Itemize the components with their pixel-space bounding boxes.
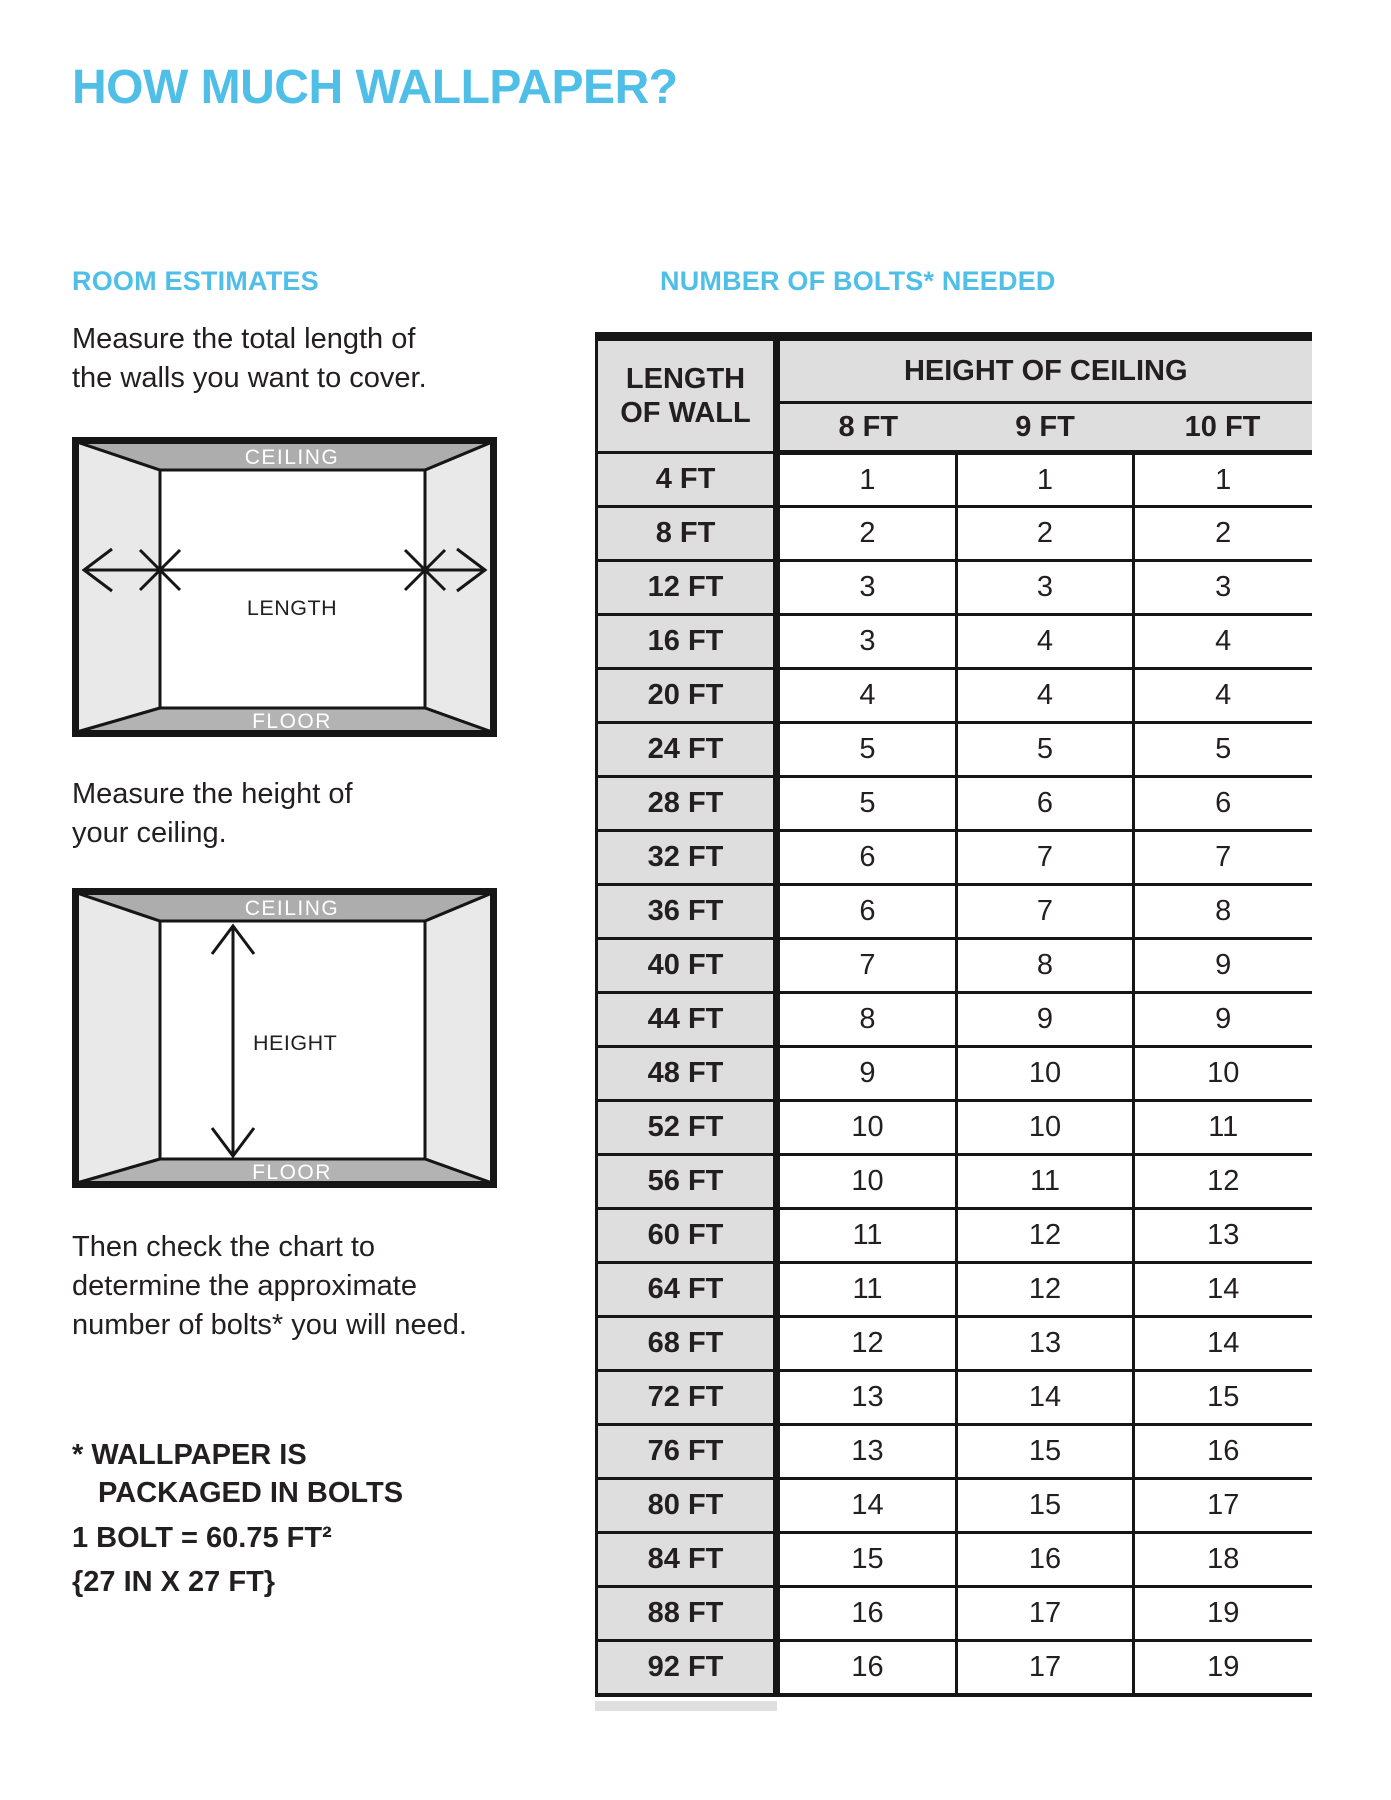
- bolt-count-cell: 7: [957, 831, 1134, 885]
- table-row: [597, 777, 1312, 831]
- bolt-count-cell: 3: [777, 615, 957, 669]
- wall-length-label: 56 FT: [597, 1155, 777, 1209]
- bolt-count-cell: 19: [1134, 1587, 1312, 1641]
- bolt-count-cell: 10: [957, 1101, 1134, 1155]
- wall-length-label: 88 FT: [597, 1587, 777, 1641]
- bolts-table: [595, 332, 1312, 1697]
- bolt-count-cell: 12: [957, 1263, 1134, 1317]
- table-row: [597, 939, 1312, 993]
- bolt-count-cell: 9: [1134, 993, 1312, 1047]
- table-row: [597, 1317, 1312, 1371]
- bolt-count-cell: 12: [1134, 1155, 1312, 1209]
- wall-length-label: 32 FT: [597, 831, 777, 885]
- wall-length-label: 24 FT: [597, 723, 777, 777]
- table-row: [597, 1209, 1312, 1263]
- bolt-count-cell: 10: [1134, 1047, 1312, 1101]
- step3-line1: Then check the chart to: [72, 1231, 376, 1263]
- wall-length-label: 52 FT: [597, 1101, 777, 1155]
- wall-length-label: 68 FT: [597, 1317, 777, 1371]
- step3-text: [72, 1228, 467, 1345]
- floor-label: FLOOR: [252, 710, 332, 733]
- wall-length-label: 84 FT: [597, 1533, 777, 1587]
- wall-length-label: 12 FT: [597, 561, 777, 615]
- bolt-count-cell: 1: [777, 453, 957, 507]
- ceiling-label: CEILING: [244, 897, 340, 920]
- bolt-count-cell: 9: [1134, 939, 1312, 993]
- bolt-count-cell: 4: [1134, 669, 1312, 723]
- bolt-count-cell: 10: [957, 1047, 1134, 1101]
- bolt-count-cell: 13: [777, 1425, 957, 1479]
- page-title: HOW MUCH WALLPAPER?: [72, 61, 678, 114]
- bolt-count-cell: 12: [957, 1209, 1134, 1263]
- bolt-count-cell: 1: [957, 453, 1134, 507]
- step2-text: [72, 775, 353, 853]
- length-of-wall-header: [597, 337, 777, 453]
- step1-line1: Measure the total length of: [72, 323, 416, 355]
- bolt-count-cell: 9: [777, 1047, 957, 1101]
- bolt-count-cell: 7: [777, 939, 957, 993]
- wallpaper-footnote: [72, 1436, 403, 1512]
- left-wall: [77, 442, 160, 732]
- bolt-count-cell: 5: [957, 723, 1134, 777]
- bolt-count-cell: 7: [1134, 831, 1312, 885]
- bolt-count-cell: 17: [1134, 1479, 1312, 1533]
- bolt-count-cell: 6: [957, 777, 1134, 831]
- table-row: [597, 723, 1312, 777]
- table-row: [597, 507, 1312, 561]
- table-row: [597, 615, 1312, 669]
- bolt-count-cell: 1: [1134, 453, 1312, 507]
- table-bottom-shadow: [595, 1701, 777, 1711]
- table-row: [597, 1587, 1312, 1641]
- right-wall: [425, 442, 492, 732]
- bolt-count-cell: 4: [1134, 615, 1312, 669]
- bolt-count-cell: 14: [777, 1479, 957, 1533]
- step1-line2: the walls you want to cover.: [72, 362, 427, 394]
- bolt-count-cell: 5: [1134, 723, 1312, 777]
- column-header-10ft: 10 FT: [1134, 403, 1312, 453]
- step3-line2: determine the approximate: [72, 1270, 417, 1302]
- bolt-count-cell: 3: [777, 561, 957, 615]
- footnote-line1: * WALLPAPER IS: [72, 1439, 307, 1471]
- table-row: [597, 1533, 1312, 1587]
- wall-length-label: 4 FT: [597, 453, 777, 507]
- bolt-count-cell: 4: [957, 669, 1134, 723]
- bolt-count-cell: 17: [957, 1587, 1134, 1641]
- back-wall: [160, 470, 425, 708]
- height-label: HEIGHT: [253, 1031, 338, 1055]
- floor-label: FLOOR: [252, 1161, 332, 1184]
- wall-length-label: 80 FT: [597, 1479, 777, 1533]
- column-header-8ft: 8 FT: [777, 403, 957, 453]
- table-row: [597, 1425, 1312, 1479]
- table-row: [597, 993, 1312, 1047]
- column-header-9ft: 9 FT: [957, 403, 1134, 453]
- table-row: [597, 1479, 1312, 1533]
- bolts-table-heading: NUMBER OF BOLTS* NEEDED: [660, 266, 1056, 296]
- table-body: [597, 453, 1312, 1695]
- bolt-count-cell: 11: [777, 1209, 957, 1263]
- bolt-count-cell: 6: [777, 831, 957, 885]
- bolt-count-cell: 12: [777, 1317, 957, 1371]
- bolt-count-cell: 11: [1134, 1101, 1312, 1155]
- bolt-count-cell: 17: [957, 1641, 1134, 1695]
- wall-length-label: 48 FT: [597, 1047, 777, 1101]
- bolt-count-cell: 19: [1134, 1641, 1312, 1695]
- wall-length-label: 20 FT: [597, 669, 777, 723]
- bolt-count-cell: 8: [777, 993, 957, 1047]
- bolt-count-cell: 8: [1134, 885, 1312, 939]
- ceiling-label: CEILING: [244, 446, 340, 469]
- length-diagram: [72, 437, 497, 737]
- bolt-count-cell: 16: [957, 1533, 1134, 1587]
- bolt-count-cell: 9: [957, 993, 1134, 1047]
- wall-length-label: 36 FT: [597, 885, 777, 939]
- bolt-count-cell: 18: [1134, 1533, 1312, 1587]
- wall-length-label: 60 FT: [597, 1209, 777, 1263]
- bolt-count-cell: 14: [1134, 1263, 1312, 1317]
- bolt-count-cell: 13: [1134, 1209, 1312, 1263]
- bolt-equation: 1 BOLT = 60.75 FT²: [72, 1522, 332, 1554]
- wall-length-label: 72 FT: [597, 1371, 777, 1425]
- table-row: [597, 885, 1312, 939]
- table-row: [597, 669, 1312, 723]
- bolt-count-cell: 16: [1134, 1425, 1312, 1479]
- wall-length-label: 8 FT: [597, 507, 777, 561]
- bolt-count-cell: 16: [777, 1641, 957, 1695]
- bolt-count-cell: 16: [777, 1587, 957, 1641]
- bolt-count-cell: 15: [957, 1425, 1134, 1479]
- bolt-count-cell: 3: [957, 561, 1134, 615]
- room-estimates-heading: ROOM ESTIMATES: [72, 266, 319, 296]
- table-row: [597, 1155, 1312, 1209]
- group-header-row: [597, 337, 1312, 403]
- step1-text: [72, 320, 427, 398]
- length-of-wall-line2: OF WALL: [620, 397, 751, 429]
- wall-length-label: 28 FT: [597, 777, 777, 831]
- footnote-line2: PACKAGED IN BOLTS: [98, 1477, 404, 1509]
- right-wall: [425, 893, 492, 1183]
- bolt-count-cell: 13: [957, 1317, 1134, 1371]
- bolt-count-cell: 5: [777, 723, 957, 777]
- bolt-count-cell: 11: [777, 1263, 957, 1317]
- step2-line1: Measure the height of: [72, 778, 353, 810]
- bolt-count-cell: 3: [1134, 561, 1312, 615]
- table-row: [597, 1641, 1312, 1695]
- bolts-table-container: [595, 332, 1312, 1697]
- height-of-ceiling-header: HEIGHT OF CEILING: [777, 337, 1312, 403]
- bolt-count-cell: 2: [1134, 507, 1312, 561]
- bolt-count-cell: 2: [777, 507, 957, 561]
- bolt-count-cell: 4: [957, 615, 1134, 669]
- length-label: LENGTH: [246, 596, 338, 620]
- bolt-count-cell: 6: [777, 885, 957, 939]
- table-row: [597, 453, 1312, 507]
- wall-length-label: 64 FT: [597, 1263, 777, 1317]
- table-row: [597, 1371, 1312, 1425]
- length-of-wall-line1: LENGTH: [625, 363, 746, 395]
- bolt-count-cell: 7: [957, 885, 1134, 939]
- wall-length-label: 40 FT: [597, 939, 777, 993]
- bolt-count-cell: 15: [957, 1479, 1134, 1533]
- wall-length-label: 44 FT: [597, 993, 777, 1047]
- step2-line2: your ceiling.: [72, 817, 227, 849]
- bolt-count-cell: 13: [777, 1371, 957, 1425]
- wall-length-label: 92 FT: [597, 1641, 777, 1695]
- table-row: [597, 831, 1312, 885]
- bolt-count-cell: 10: [777, 1155, 957, 1209]
- bolt-count-cell: 14: [1134, 1317, 1312, 1371]
- bolt-count-cell: 4: [777, 669, 957, 723]
- bolt-count-cell: 15: [777, 1533, 957, 1587]
- height-diagram: [72, 888, 497, 1188]
- bolt-count-cell: 2: [957, 507, 1134, 561]
- bolt-count-cell: 14: [957, 1371, 1134, 1425]
- wall-length-label: 76 FT: [597, 1425, 777, 1479]
- bolt-count-cell: 11: [957, 1155, 1134, 1209]
- table-row: [597, 561, 1312, 615]
- step3-line3: number of bolts* you will need.: [72, 1309, 467, 1341]
- bolt-count-cell: 5: [777, 777, 957, 831]
- bolt-count-cell: 10: [777, 1101, 957, 1155]
- bolt-count-cell: 15: [1134, 1371, 1312, 1425]
- wall-length-label: 16 FT: [597, 615, 777, 669]
- left-wall: [77, 893, 160, 1183]
- bolt-count-cell: 8: [957, 939, 1134, 993]
- table-row: [597, 1047, 1312, 1101]
- table-row: [597, 1263, 1312, 1317]
- bolt-count-cell: 6: [1134, 777, 1312, 831]
- table-row: [597, 1101, 1312, 1155]
- bolt-dimensions: {27 IN X 27 FT}: [72, 1566, 276, 1598]
